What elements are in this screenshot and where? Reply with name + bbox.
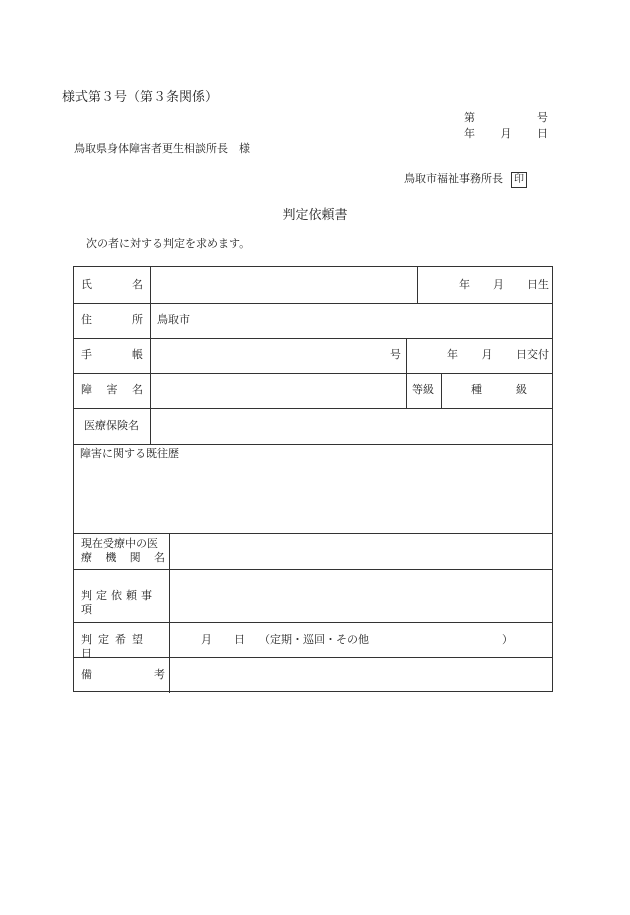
address-label: 住 所 — [81, 313, 143, 326]
name-field[interactable] — [151, 269, 417, 301]
history-label: 障害に関する既往歴 — [80, 447, 179, 460]
desired-date-label: 判定希望日 — [81, 633, 149, 660]
col-divider — [417, 267, 418, 303]
row-divider — [74, 622, 552, 623]
birth-date[interactable]: 年 月 日生 — [459, 278, 549, 291]
col-divider — [441, 373, 442, 408]
disability-label: 障 害 名 — [81, 383, 143, 396]
col-divider — [406, 373, 407, 408]
col-divider — [169, 533, 170, 693]
handbook-number-suffix: 号 — [390, 348, 401, 361]
row-divider — [74, 533, 552, 534]
remarks-label: 備 考 — [81, 668, 165, 681]
visit-type-options: （定期・巡回・その他 — [259, 633, 369, 646]
name-label: 氏 名 — [81, 278, 143, 291]
handbook-label: 手 帳 — [81, 348, 143, 361]
grade-label: 等級 — [412, 383, 434, 396]
address-value[interactable]: 鳥取市 — [157, 313, 190, 326]
seal-box: 印 — [511, 172, 527, 188]
row-divider — [74, 338, 552, 339]
document-title: 判定依頼書 — [282, 208, 348, 223]
request-form-table — [73, 266, 553, 692]
handbook-issue-date[interactable]: 年 月 日交付 — [447, 348, 549, 361]
row-divider — [74, 408, 552, 409]
request-items-label: 判定依頼事項 — [81, 589, 156, 616]
type-grade[interactable]: 種 級 — [471, 383, 527, 396]
row-divider — [74, 303, 552, 304]
addressee: 鳥取県身体障害者更生相談所長 様 — [74, 142, 250, 155]
intro-text: 次の者に対する判定を求めます。 — [86, 237, 251, 250]
desired-month: 月 — [201, 633, 212, 646]
form-id: 様式第３号（第３条関係） — [62, 90, 219, 105]
row-divider — [74, 373, 552, 374]
row-divider — [74, 569, 552, 570]
institution-label: 現在受療中の医 療 機 関 名 — [81, 537, 165, 564]
insurance-label: 医療保険名 — [84, 419, 139, 432]
row-divider — [74, 444, 552, 445]
sender — [404, 170, 527, 188]
document-date: 年 月 日 — [464, 127, 548, 140]
document-number: 第 号 — [464, 111, 548, 124]
col-divider — [406, 338, 407, 373]
desired-day: 日 — [234, 633, 245, 646]
visit-type-close: ） — [502, 633, 513, 646]
sender-name: 鳥取市福祉事務所長 — [404, 172, 503, 185]
